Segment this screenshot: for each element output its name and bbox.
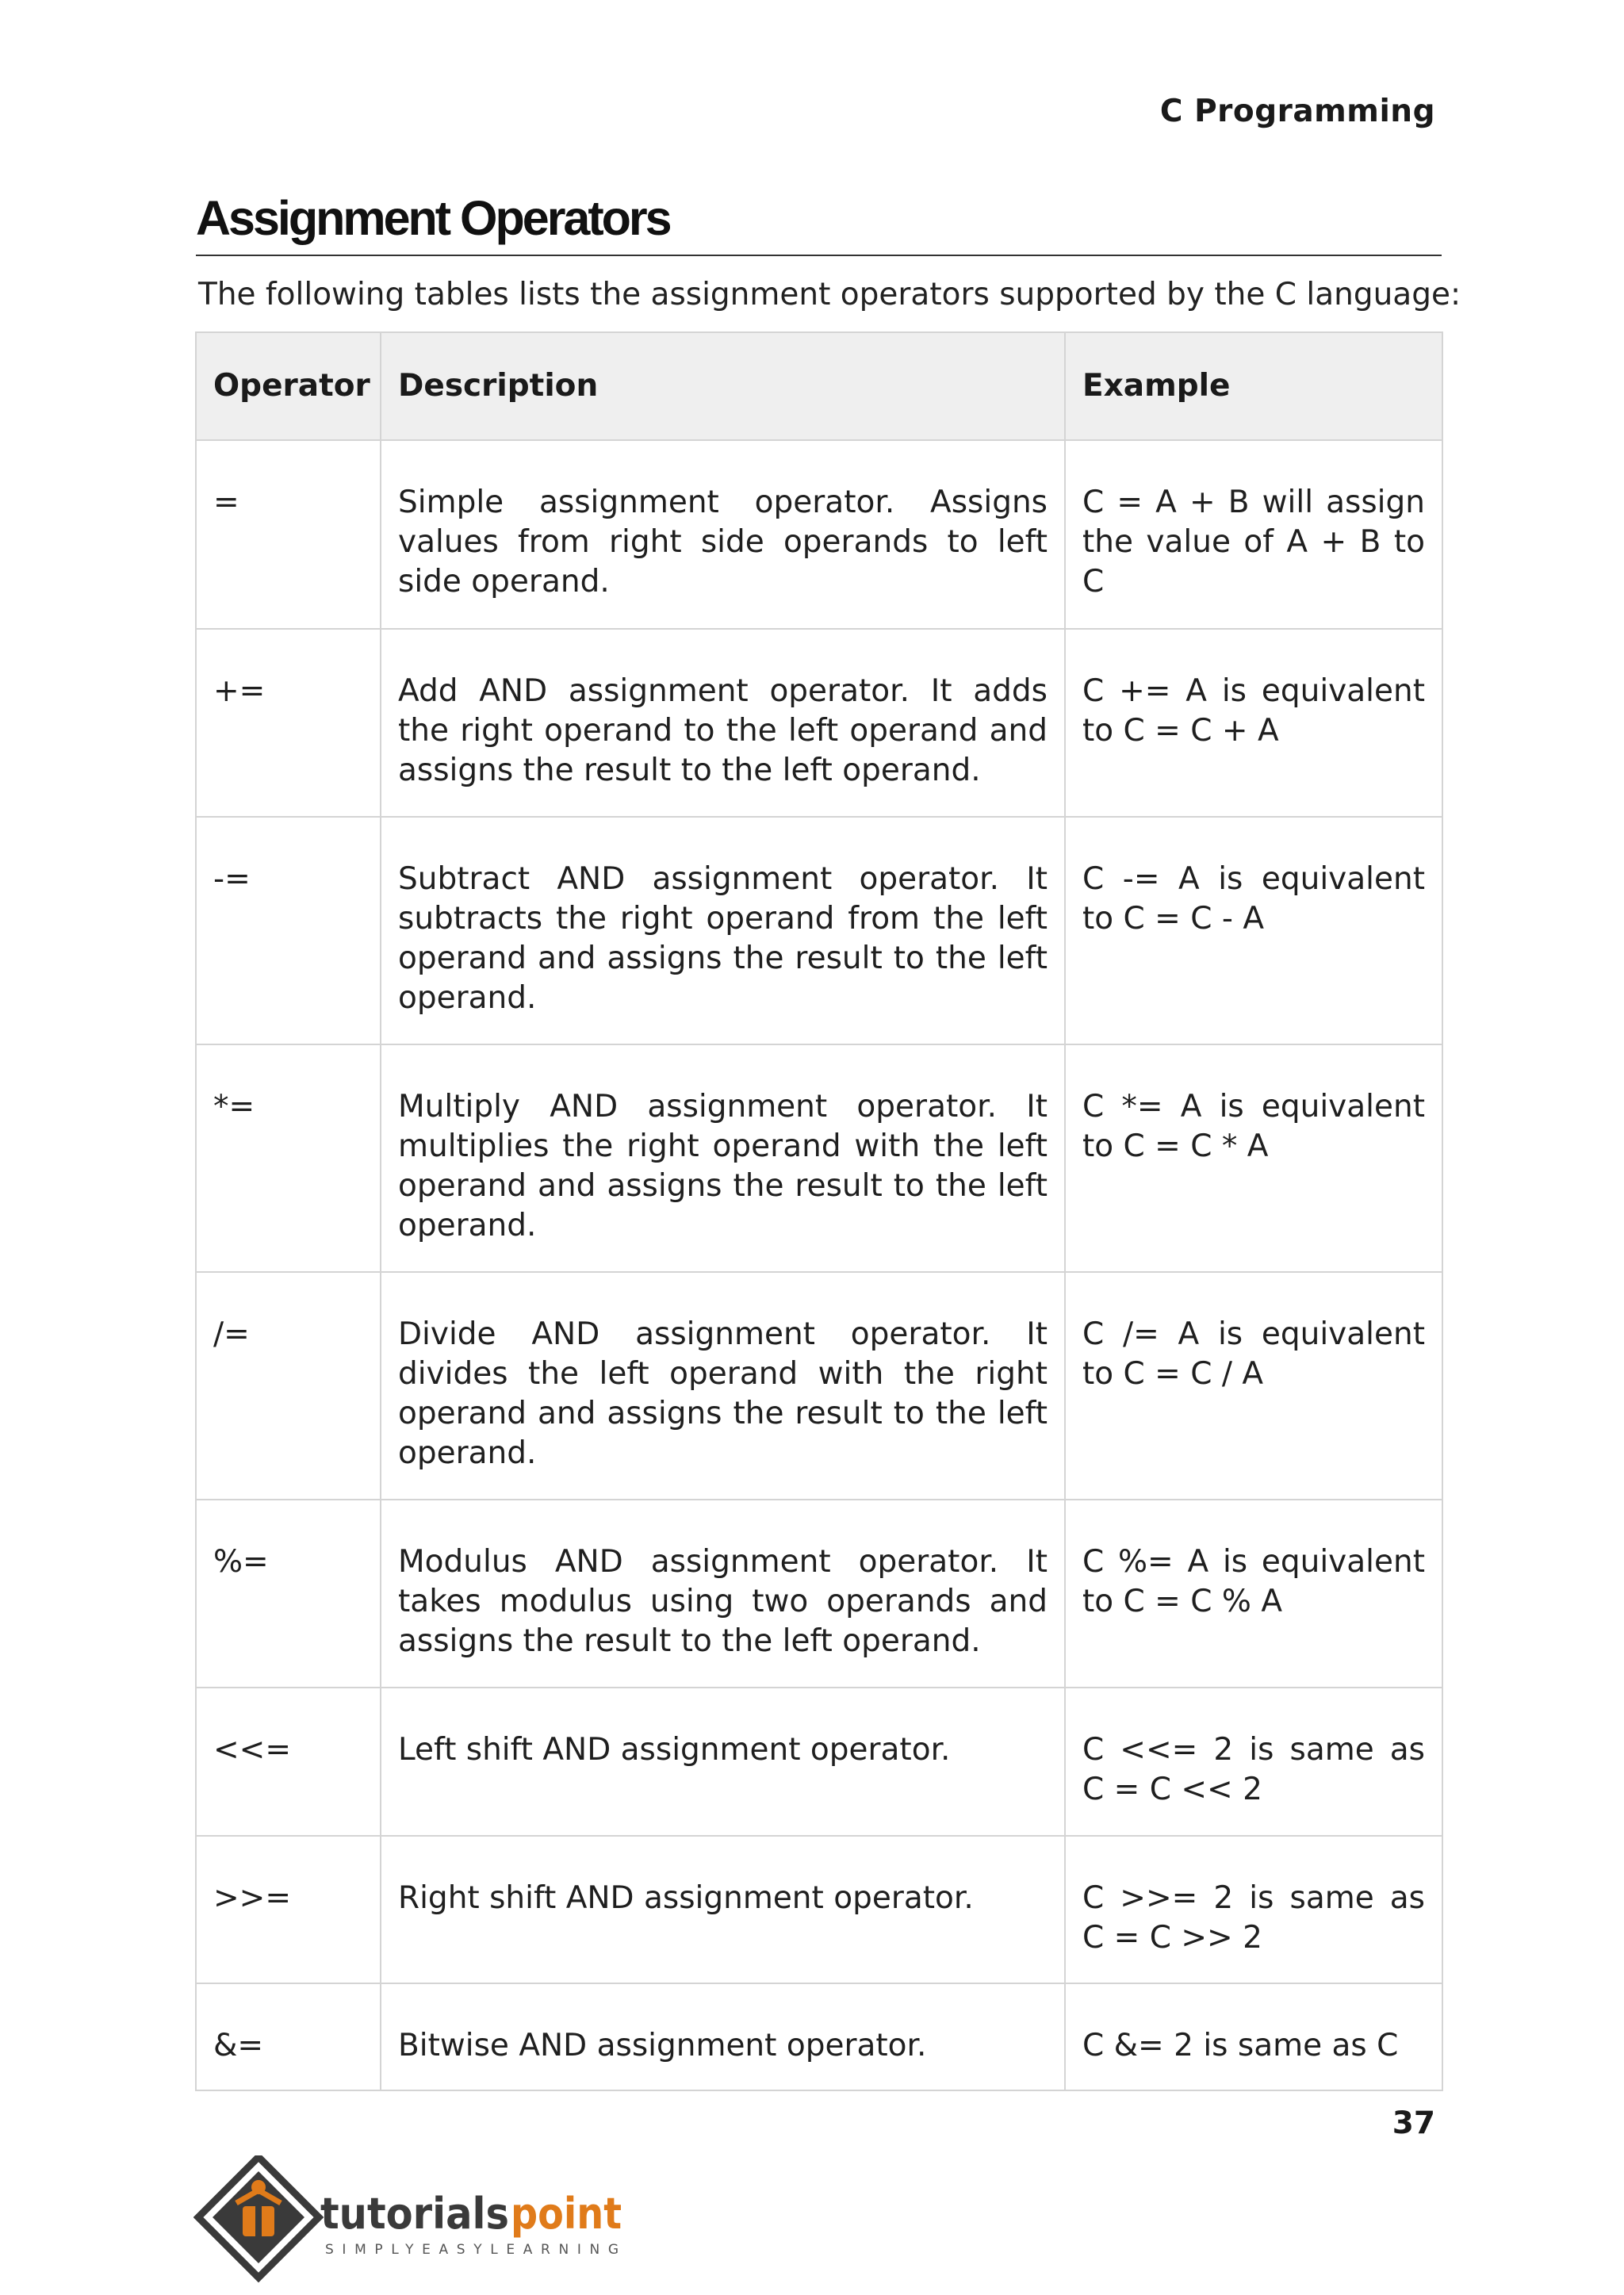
tutorialspoint-logo: [193, 2155, 638, 2290]
description-cell: Simple assignment operator. Assigns values from right side operands to left side operand.: [381, 440, 1065, 629]
table-row: [196, 1044, 1442, 1272]
description-cell: Divide AND assignment operator. It divides the left operand with the right operand and assigns the result to the left operand.: [381, 1272, 1065, 1500]
example-cell: C %= A is equivalent to C = C % A: [1065, 1500, 1442, 1688]
operator-cell: <<=: [196, 1688, 381, 1836]
section-title-text: Assignment Operators: [196, 191, 670, 245]
logo-brand-b: point: [511, 2189, 622, 2239]
page-number: 37: [1392, 2105, 1435, 2141]
column-header-description: Description: [381, 332, 1065, 440]
table-header-row: [196, 332, 1442, 440]
table-row: [196, 1836, 1442, 1983]
example-cell: C &= 2 is same as C: [1065, 1983, 1442, 2090]
example-cell: C <<= 2 is same as C = C << 2: [1065, 1688, 1442, 1836]
operator-cell: +=: [196, 629, 381, 817]
description-cell: Subtract AND assignment operator. It subtracts the right operand from the left operand and assigns the result to the left operand.: [381, 817, 1065, 1044]
example-cell: C -= A is equivalent to C = C - A: [1065, 817, 1442, 1044]
column-header-operator: Operator: [196, 332, 381, 440]
logo-diamond-icon: [198, 2157, 319, 2278]
description-cell: Add AND assignment operator. It adds the right operand to the left operand and assigns the result to the left operand.: [381, 629, 1065, 817]
table-row: [196, 1688, 1442, 1836]
operator-cell: &=: [196, 1983, 381, 2090]
operator-cell: =: [196, 440, 381, 629]
table-row: [196, 629, 1442, 817]
table-row: [196, 440, 1442, 629]
intro-paragraph: The following tables lists the assignment operators supported by the C language:: [198, 277, 1461, 312]
example-cell: C *= A is equivalent to C = C * A: [1065, 1044, 1442, 1272]
column-header-example: Example: [1065, 332, 1442, 440]
running-header: C Programming: [1159, 94, 1435, 129]
operator-cell: %=: [196, 1500, 381, 1688]
operator-cell: /=: [196, 1272, 381, 1500]
example-cell: C >>= 2 is same as C = C >> 2: [1065, 1836, 1442, 1983]
logo-tagline: SIMPLYEASYLEARNING: [325, 2242, 619, 2258]
description-cell: Left shift AND assignment operator.: [381, 1688, 1065, 1836]
description-cell: Right shift AND assignment operator.: [381, 1836, 1065, 1983]
description-cell: Multiply AND assignment operator. It multiplies the right operand with the left operand and assigns the result to the left operand.: [381, 1044, 1065, 1272]
operator-cell: -=: [196, 817, 381, 1044]
table-row: [196, 1272, 1442, 1500]
table-row: [196, 817, 1442, 1044]
example-cell: C = A + B will assign the value of A + B to C: [1065, 440, 1442, 629]
assignment-operators-table: [195, 331, 1443, 2091]
logo-brand-a: tutorials: [320, 2189, 509, 2239]
operator-cell: *=: [196, 1044, 381, 1272]
table-row: [196, 1500, 1442, 1688]
description-cell: Modulus AND assignment operator. It takes modulus using two operands and assigns the result to the left operand.: [381, 1500, 1065, 1688]
table-row: [196, 1983, 1442, 2090]
operator-cell: >>=: [196, 1836, 381, 1983]
section-title: [196, 191, 1442, 256]
description-cell: Bitwise AND assignment operator.: [381, 1983, 1065, 2090]
example-cell: C /= A is equivalent to C = C / A: [1065, 1272, 1442, 1500]
example-cell: C += A is equivalent to C = C + A: [1065, 629, 1442, 817]
